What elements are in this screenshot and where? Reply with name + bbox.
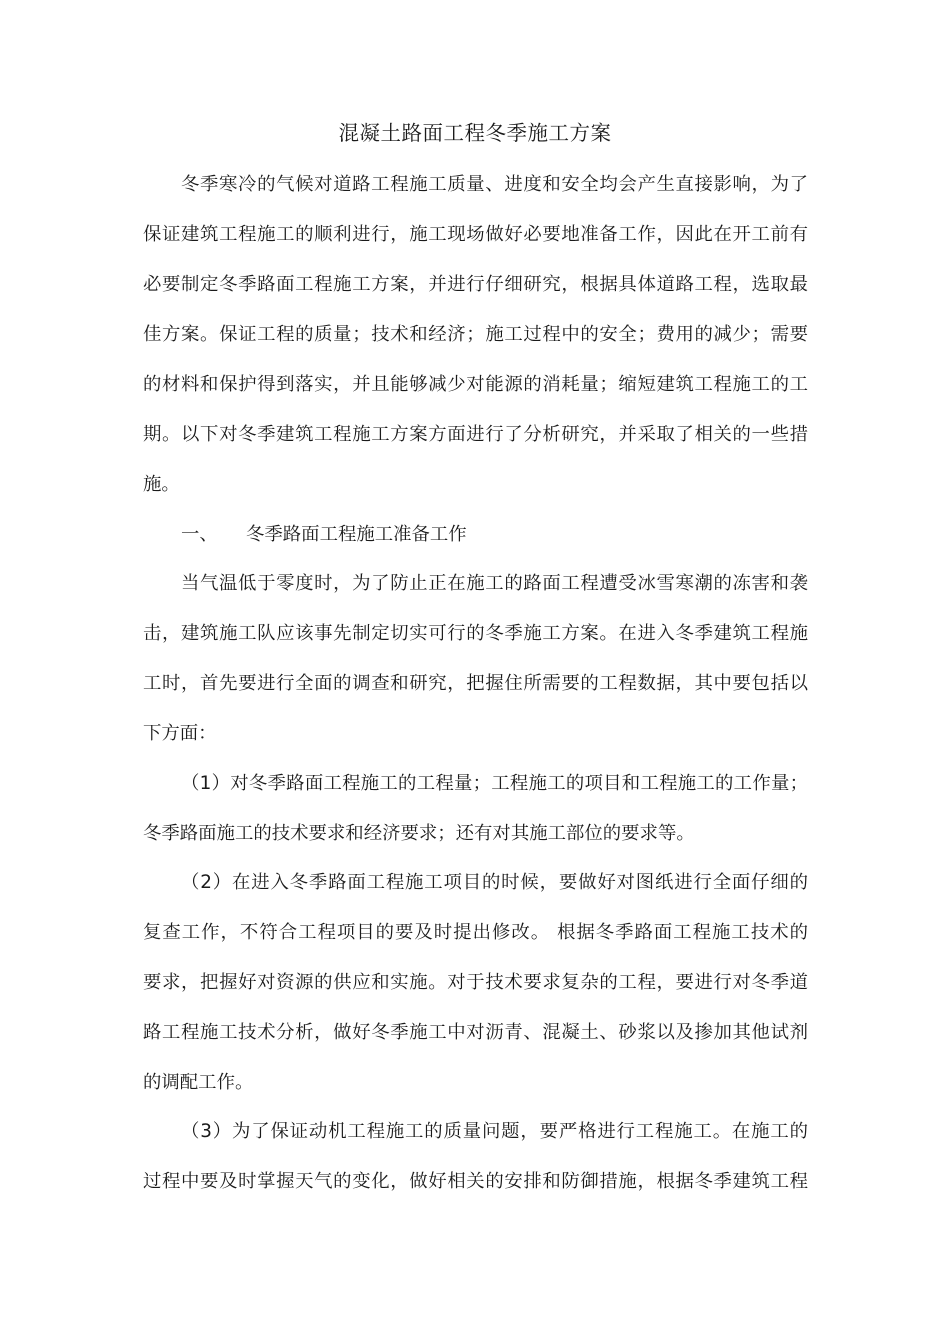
list-item-line: 过程中要及时掌握天气的变化，做好相关的安排和防御措施，根据冬季建筑工程 bbox=[143, 1171, 808, 1192]
paragraph-line: 保证建筑工程施工的顺利进行，施工现场做好必要地准备工作，因此在开工前有 bbox=[143, 224, 808, 245]
paragraph-line: 当气温低于零度时，为了防止正在施工的路面工程遭受冰雪寒潮的冻害和袭 bbox=[181, 573, 808, 594]
paragraph-line: 期。以下对冬季建筑工程施工方案方面进行了分析研究，并采取了相关的一些措 bbox=[143, 424, 808, 445]
list-item-line: （3）为了保证动机工程施工的质量问题，要严格进行工程施工。在施工的 bbox=[181, 1121, 808, 1142]
paragraph-line: 的材料和保护得到落实，并且能够减少对能源的消耗量；缩短建筑工程施工的工 bbox=[143, 374, 808, 395]
list-item-line: 的调配工作。 bbox=[143, 1072, 254, 1093]
list-item-line: 冬季路面施工的技术要求和经济要求；还有对其施工部位的要求等。 bbox=[143, 823, 695, 844]
list-item-line: （1）对冬季路面工程施工的工程量；工程施工的项目和工程施工的工作量； bbox=[181, 773, 808, 794]
paragraph-line: 下方面： bbox=[143, 723, 217, 744]
section-number: 一、 bbox=[181, 524, 218, 545]
paragraph-line: 佳方案。保证工程的质量；技术和经济；施工过程中的安全；费用的减少；需要 bbox=[143, 324, 808, 345]
section-heading: 冬季路面工程施工准备工作 bbox=[246, 524, 467, 545]
paragraph-line: 冬季寒冷的气候对道路工程施工质量、进度和安全均会产生直接影响，为了 bbox=[181, 174, 808, 195]
list-item-line: （2）在进入冬季路面工程施工项目的时候，要做好对图纸进行全面仔细的 bbox=[181, 872, 808, 893]
document-title: 混凝土路面工程冬季施工方案 bbox=[338, 121, 612, 145]
list-item-line: 复查工作，不符合工程项目的要及时提出修改。 根据冬季路面工程施工技术的 bbox=[143, 922, 808, 943]
paragraph-line: 击，建筑施工队应该事先制定切实可行的冬季施工方案。在进入冬季建筑工程施 bbox=[143, 623, 808, 644]
paragraph-line: 工时，首先要进行全面的调查和研究，把握住所需要的工程数据，其中要包括以 bbox=[143, 673, 808, 694]
paragraph-line: 必要制定冬季路面工程施工方案，并进行仔细研究，根据具体道路工程，选取最 bbox=[143, 274, 808, 295]
paragraph-line: 施。 bbox=[143, 474, 180, 495]
list-item-line: 路工程施工技术分析，做好冬季施工中对沥青、混凝土、砂浆以及掺加其他试剂 bbox=[143, 1022, 808, 1043]
list-item-line: 要求，把握好对资源的供应和实施。对于技术要求复杂的工程，要进行对冬季道 bbox=[143, 972, 808, 993]
